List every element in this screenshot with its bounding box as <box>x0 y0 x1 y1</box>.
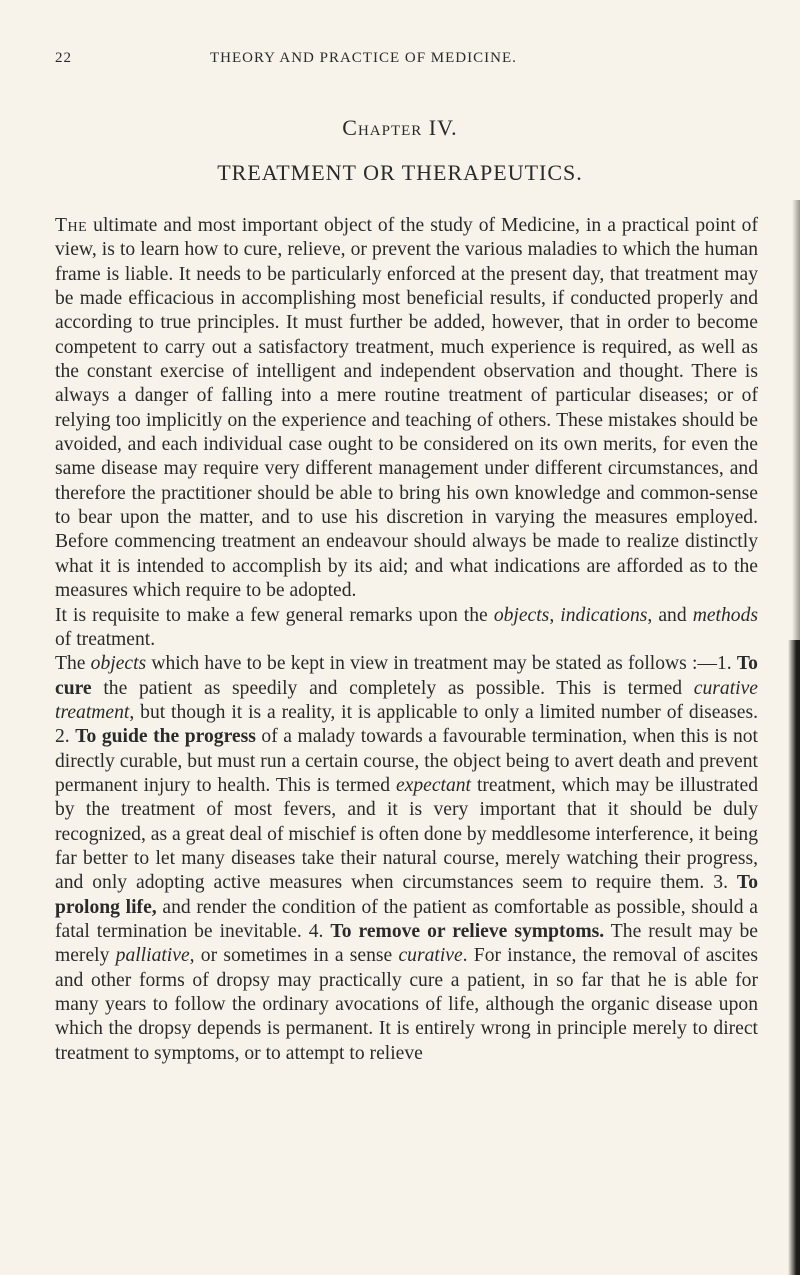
emphasis-methods: methods <box>692 604 758 626</box>
heading-to-cure: To cure <box>55 653 758 699</box>
text-run: The <box>55 653 91 675</box>
emphasis-palliative: palliative <box>115 945 190 967</box>
drop-lead-word: The <box>55 215 88 236</box>
text-run: , and <box>647 604 693 626</box>
running-title: THEORY AND PRACTICE OF MEDICINE. <box>210 50 517 66</box>
emphasis-curative: curative <box>398 945 463 967</box>
chapter-title: TREATMENT OR THERAPEUTICS. <box>217 160 583 185</box>
text-run: , <box>549 604 561 626</box>
page-number: 22 <box>55 50 72 66</box>
text-run: It is requisite to make a few general remarks upon the <box>55 604 494 626</box>
text-run: treatment, which may be illustrated by the treatment of most fevers, and it is very important that it should be duly recognized, as a great deal of mischief is often done by meddlesome interference, it being far better to let many diseases take their natural course, merely watching their progress, and only adopting active measures when circumstances seem to require them. 3. <box>55 774 758 894</box>
text-run: , but though it is a reality, it is applicable to only a limited number of diseases. 2. <box>55 701 758 748</box>
text-run: which have to be kept in view in treatment may be stated as follows :—1. <box>146 653 737 675</box>
text-run: of a malady towards a favourable termination, when this is not directly curable, but must run a certain course, the object being to avert death and prevent permanent injury to health. This is termed <box>55 726 758 796</box>
emphasis-expectant: expectant <box>395 774 472 796</box>
emphasis-objects: objects <box>90 653 147 675</box>
text-run: , or sometimes in a sense <box>189 945 399 967</box>
heading-to-prolong: To prolong life, <box>55 872 758 918</box>
paragraph-intro <box>55 214 758 604</box>
chapter-number: Chapter IV. <box>342 115 458 140</box>
paragraph-remarks <box>55 604 758 653</box>
body-text <box>55 214 758 1066</box>
page-edge-binding <box>788 640 800 1275</box>
emphasis-curative-treatment: curative treatment <box>55 677 758 723</box>
text-run: the patient as speedily and completely as possible. This is termed <box>91 677 694 699</box>
heading-to-guide: To guide the progress <box>75 726 256 748</box>
paragraph-text: ultimate and most important object of the study of Medicine, in a practical point of view, is to learn how to cure, relieve, or prevent the various maladies to which the human frame is liable. It needs to be particularly enforced at the present day, that treatment may be made efficacious in accomplishing most beneficial results, if conducted properly and according to true principles. It must further be added, however, that in order to become competent to carry out a satisfactory treatment, much experience is required, as well as the constant exercise of intelligent and independent observation and thought. There is always a danger of falling into a mere routine treatment of particular diseases; or of relying too implicitly on the experience and teaching of others. These mistakes should be avoided, and each individual case ought to be considered on its own merits, for even the same disease may require very different management under different circumstances, and therefore the practitioner should be able to bring his own knowledge and common-sense to bear upon the matter, and to use his discretion in varying the measures employed. Before commencing treatment an endeavour should always be made to realize distinctly what it is intended to accomplish by its aid; and what indications are afforded as to the measures which require to be adopted. <box>55 215 758 602</box>
page-edge-shadow <box>792 200 800 640</box>
running-head <box>55 50 755 74</box>
text-run: The result may be merely <box>55 920 758 967</box>
paragraph-objects <box>55 652 758 1066</box>
text-run: . For instance, the removal of ascites and other forms of dropsy may practically cure a patient, in so far that he is able for many years to follow the ordinary avocations of life, although the organic disease upon which the dropsy depends is permanent. It is entirely wrong in principle merely to direct treatment to symptoms, or to attempt to relieve <box>55 945 758 1064</box>
emphasis-indications: indications <box>560 604 648 626</box>
text-run: and render the condition of the patient as comfortable as possible, should a fatal termination be inevitable. 4. <box>55 896 758 942</box>
heading-to-remove: To remove or relieve symptoms. <box>330 920 605 942</box>
text-run: of treatment. <box>55 628 156 650</box>
emphasis-objects: objects <box>493 604 550 626</box>
